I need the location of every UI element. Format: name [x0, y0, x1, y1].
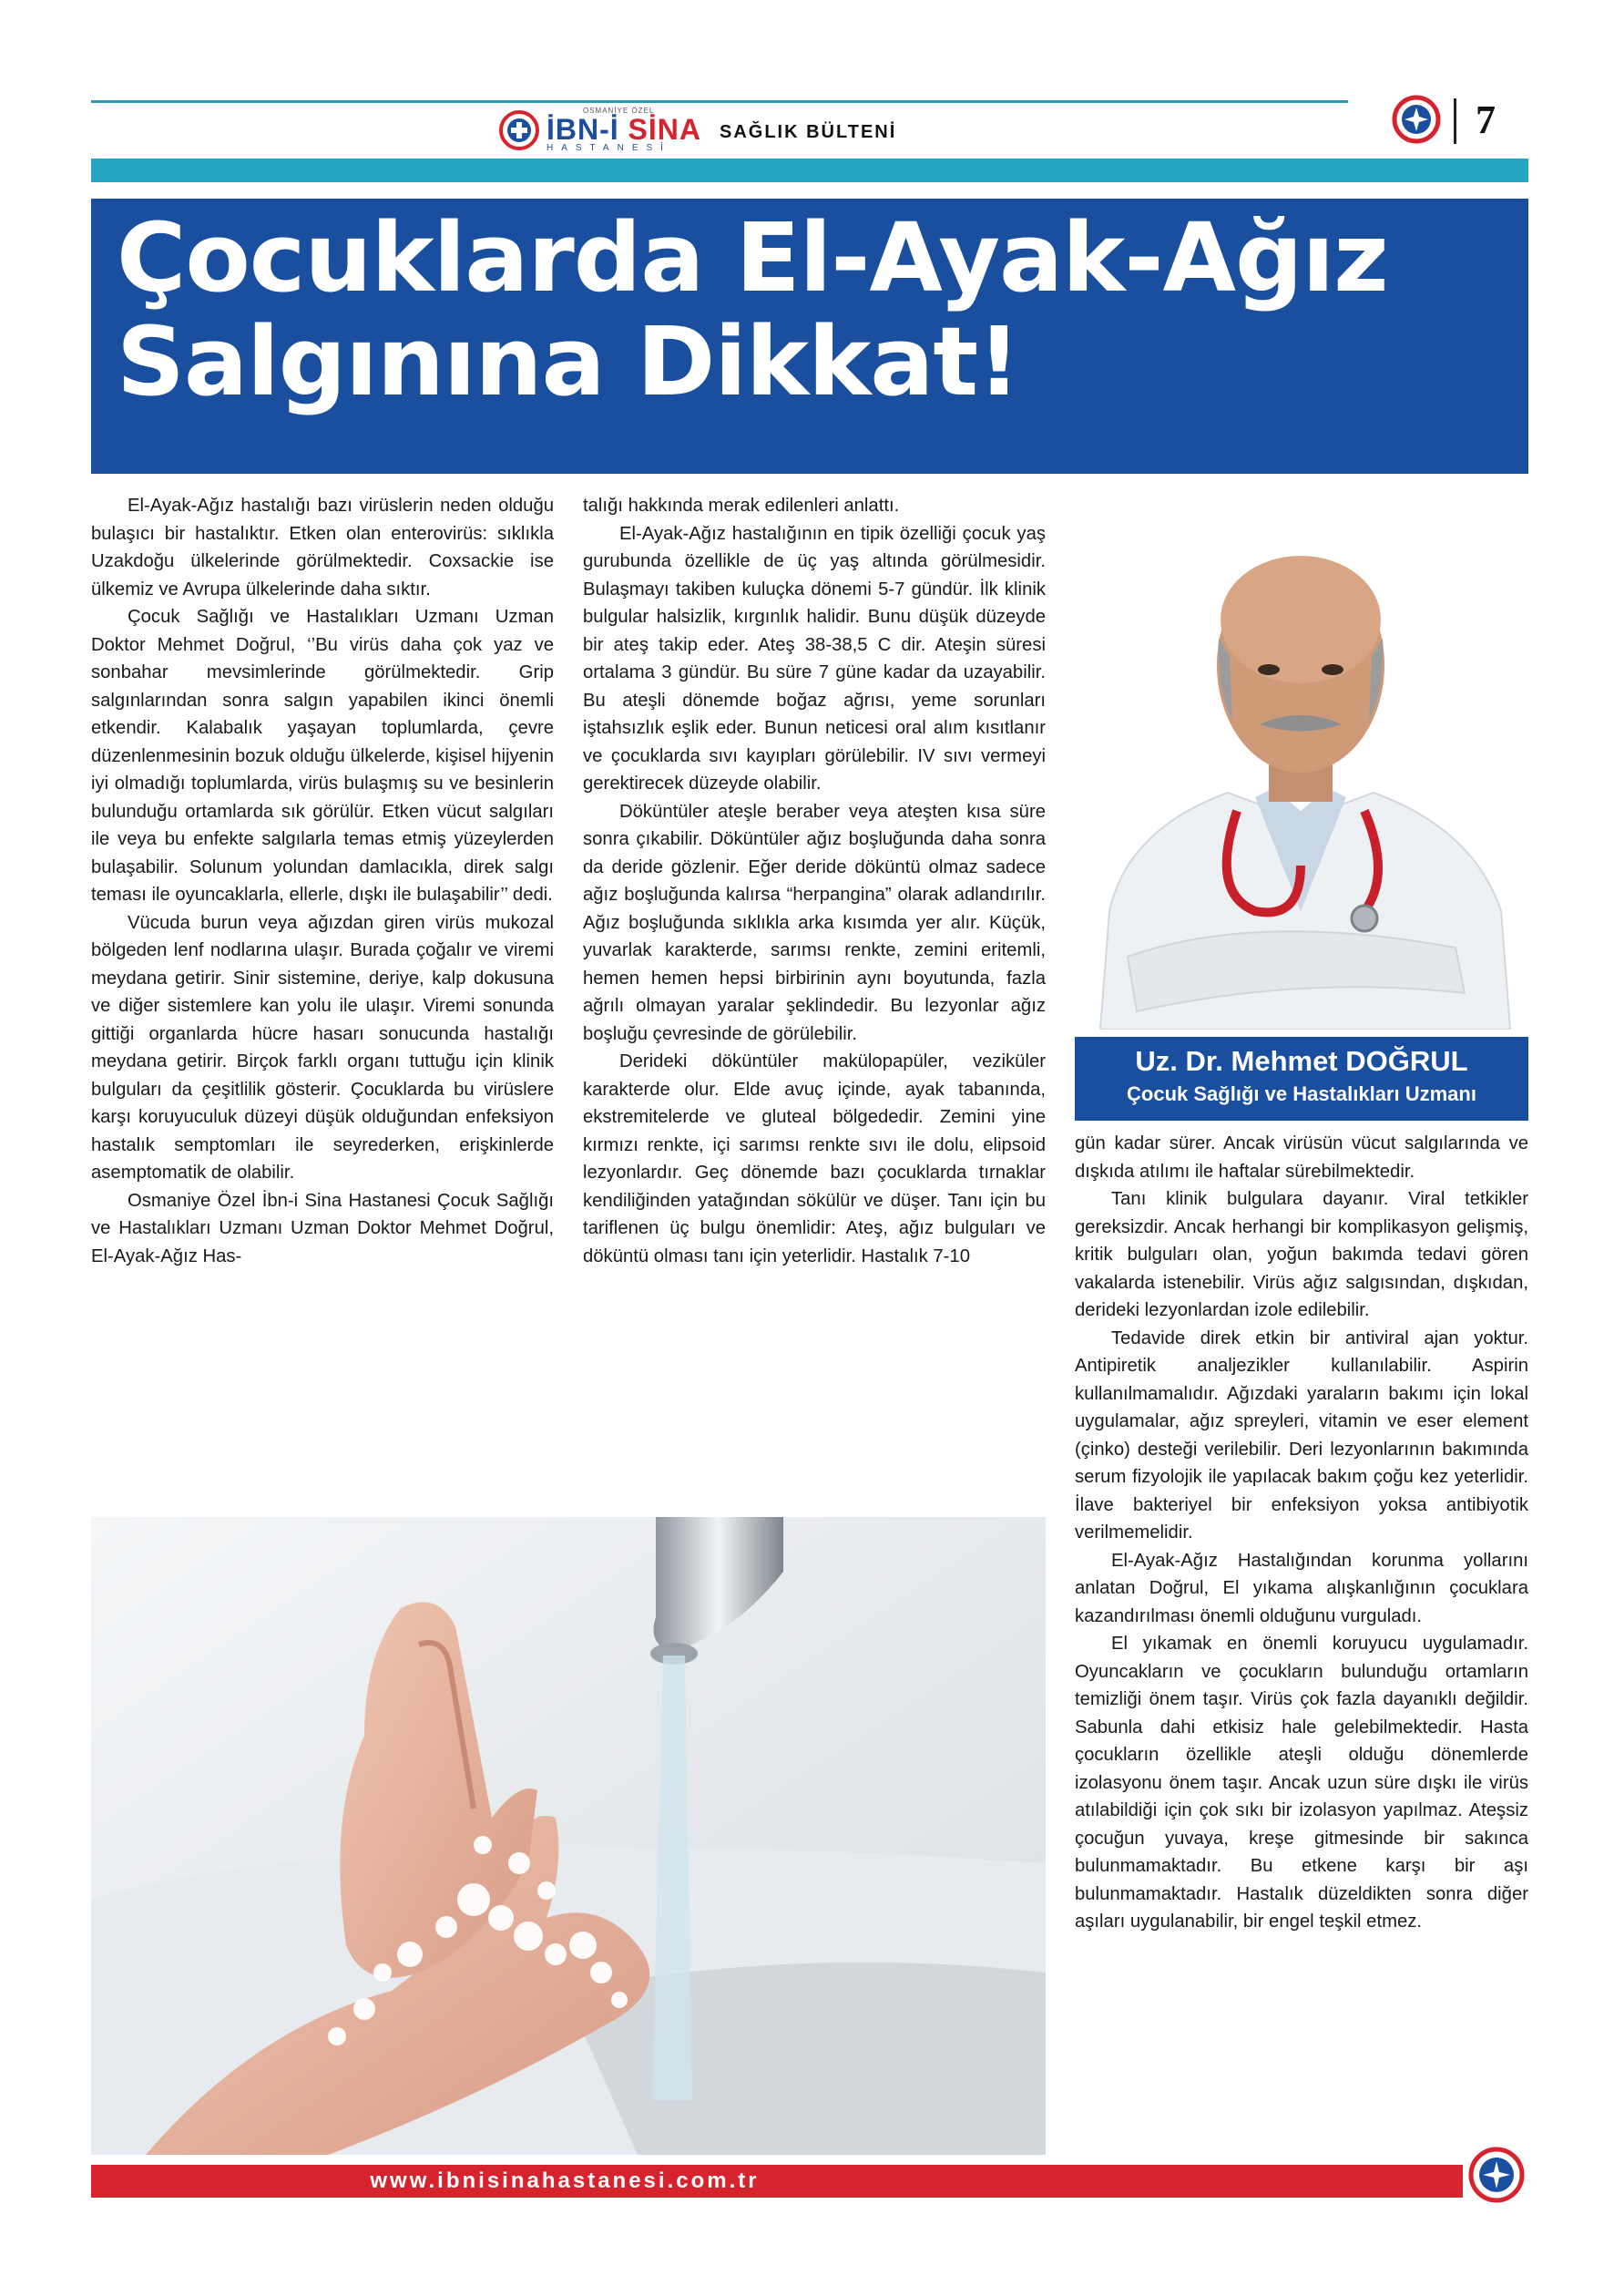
- page-number: 7: [1476, 97, 1496, 142]
- paragraph: Döküntüler ateşle beraber veya ateşten kısa süre sonra çıkabilir. Döküntüler ağız boşluğunda daha sonra da deride gözlenir. Eğer deride döküntü olmaz sadece ağız boşluğunda kalırsa “herpangina” olarak adlandırılır. Ağız boşluğunda sıklıkla arka kısımda yer alır. Küçük, yuvarlak karakterde, sarımsı renkte, zemini eritemli, hemen hemen hepsi birbirinin aynı boyutunda, fazla ağrılı olmayan yaralar şeklindedir. Bu lezyonlar ağız boşluğu çevresinde de görülebilir.: [583, 801, 1046, 1044]
- hospital-emblem-icon: [499, 110, 539, 150]
- doctor-name: Uz. Dr. Mehmet DOĞRUL: [1135, 1045, 1468, 1077]
- website-link[interactable]: www.ibnisinahastanesi.com.tr: [370, 2168, 760, 2193]
- paragraph: Tedavide direk etkin bir antiviral ajan yoktur. Antipiretik analjezikler kullanılabilir. Aspirin kullanılmamalıdır. Ağızdaki yaraların bakımı için lokal uygulamalar, ağız spreyleri, vitamin ve eser element (çinko) desteği verilebilir. Deri lezyonlarının bakımında serum fizyolojik ile yapılacak bakım çoğu kez yeterlidir. İlave bakteriyel bir enfeksiyon yoksa antibiyotik verilmemelidir.: [1075, 1327, 1528, 1543]
- handwashing-photo: [91, 1517, 1046, 2155]
- logo-subtitle: HASTANESİ: [547, 143, 671, 153]
- hospital-logo: [499, 108, 701, 153]
- paragraph: Tanı klinik bulgulara dayanır. Viral tetkikler gereksizdir. Ancak herhangi bir komplikasyon gelişmiş, kritik bulguları olan, yoğun bakımda tedavi gören vakalarda istenebilir. Virüs ağız salgısından, dışkıdan, derideki lezyonlardan izole edilebilir.: [1075, 1189, 1528, 1320]
- header-accent-bar: [91, 159, 1528, 182]
- paragraph: Osmaniye Özel İbn-i Sina Hastanesi Çocuk Sağlığı ve Hastalıkları Uzmanı Uzman Doktor Mehmet Doğrul, El-Ayak-Ağız Has-: [91, 1190, 554, 1266]
- doctor-specialty: Çocuk Sağlığı ve Hastalıkları Uzmanı: [1127, 1082, 1476, 1105]
- article-title: Çocuklarda El-Ayak-Ağız Salgınına Dikkat!: [117, 202, 1388, 417]
- paragraph: El yıkamak en önemli koruyucu uygulamadır. Oyuncakların ve çocukların bulunduğu ortamların temizliği önem taşır. Virüs çok fazla dayanıklı değildir. Sabunla dahi etkisiz hale gelebilmektedir. Hasta çocukların özellikle ateşli olduğu dönemlerde izolasyonu önem taşır. Ancak uzun süre dışkı ile virüs atılabildiği için çok sıkı bir izolasyon yapılmaz. Ateşsiz çocuğun yuvaya, kreşe gitmesinde bir sakınca bulunmamaktadır. Bu etkene karşı bir aşı bulunmamaktadır. Hastalık düzeldikten sonra diğer aşıları uygulanabilir, bir engel teşkil etmez.: [1075, 1634, 1528, 1932]
- doctor-photo: [1073, 483, 1532, 1030]
- text-column-2: [583, 492, 1046, 1270]
- paragraph: El-Ayak-Ağız hastalığının en tipik özelliği çocuk yaş gurubunda özellikle de üç yaş altında görülmesidir. Bulaşmayı takiben kuluçka dönemi 5-7 gündür. İlk klinik bulgular halsizlik, kırgınlık halidir. Bunu düşük düzeyde bir ateş takip eder. Ateş 38-38,5 C dir. Ateşin süresi ortalama 3 gündür. Bu süre 7 güne kadar da uzayabilir. Bu ateşli dönemde boğaz ağrısı, yeme sorunları iştahsızlık eşlik eder. Bunun neticesi oral alım kısıtlanır ve çocuklarda sıvı kayıpları görülebilir. IV sıvı vermeyi gerektirecek düzeyde olabilir.: [583, 523, 1046, 794]
- bulletin-title: SAĞLIK BÜLTENİ: [720, 122, 897, 142]
- paragraph: Çocuk Sağlığı ve Hastalıkları Uzmanı Uzman Doktor Mehmet Doğrul, ‘’Bu virüs daha çok yaz ve sonbahar mevsimlerinde görülmektedir. Grip salgınlarından sonra salgın yapabilen ikinci önemli etkendir. Kalabalık yaşayan toplumlarda, çevre düzenlenmesinin bozuk olduğu ülkelerde, kişisel hijyenin iyi olmadığı toplumlarda, virüs bulaşmış su ve besinlerin bulunduğu ortamlarda sık görülür. Etken vücut salgıları ile veya bu enfekte salgılarla temas etmiş yüzeylerden bulaşabilir. Solunum yolundan damlacıkla, direk salgı teması ile oyuncaklarla, ellerle, dışkı ile bulaşabilir’’ dedi.: [91, 607, 554, 905]
- paragraph: Vücuda burun veya ağızdan giren virüs mukozal bölgeden lenf nodlarına ulaşır. Burada çoğalır ve viremi meydana getirir. Sinir sistemine, deriye, kalp dokusuna ve diğer sistemlere kan yolu ile ulaşır. Viremi sonunda gittiği organlarda hücre hasarı sonucunda hastalığı meydana getirir. Birçok farklı organı tuttuğu için klinik bulguları da çeşitlilik gösterir. Çocuklarda bu virüslere karşı koruyuculuk düzeyi düşük olduğundan enfeksiyon hastalık semptomları ile seyrederken, erişkinlerde asemptomatik de olabilir.: [91, 912, 554, 1183]
- page-number-divider: [1454, 98, 1456, 144]
- doctor-caption: [1075, 1037, 1528, 1121]
- hospital-emblem-icon: [1392, 95, 1441, 144]
- paragraph: Derideki döküntüler makülopapüler, veziküler karakterde olur. Elde avuç içinde, ayak tabanında, ekstremitelerde ve gluteal bölgededir. Zemini yine kırmızı renkte, içi sarımsı renkte sıvı ile dolu, elipsoid lezyonlardır. Geç dönemde bazı çocuklarda tırnaklar kendiliğinden yatağından sökülür ve düşer. Tanı için bu tariflenen üç bulgu önemlidir: Ateş, ağız bulguları ve döküntü olması tanı için yeterlidir. Hastalık 7-10: [583, 1051, 1046, 1266]
- text-column-3: [1075, 1130, 1528, 1936]
- logo-small-text: OSMANİYE ÖZEL: [583, 107, 655, 115]
- paragraph: gün kadar sürer. Ancak virüsün vücut salgılarında ve dışkıda atılımı ile haftalar sürebilmektedir.: [1075, 1133, 1528, 1182]
- logo-name: İBN-İ SİNA: [547, 113, 701, 146]
- paragraph: El-Ayak-Ağız hastalığı bazı virüslerin neden olduğu bulaşıcı bir hastalıktır. Etken olan enterovirüs: sıklıkla Uzakdoğu ülkelerinde görülmektedir. Coxsackie ise ülkemiz ve Avrupa ülkelerinde daha sıktır.: [91, 496, 554, 600]
- paragraph: El-Ayak-Ağız Hastalığından korunma yollarını anlatan Doğrul, El yıkama alışkanlığının çocuklara kazandırılması önemli olduğunu vurguladı.: [1075, 1550, 1528, 1626]
- hospital-emblem-icon: [1468, 2147, 1525, 2203]
- paragraph: talığı hakkında merak edilenleri anlattı.: [583, 496, 900, 516]
- header-rule: [91, 100, 1348, 103]
- text-column-1: [91, 492, 554, 1270]
